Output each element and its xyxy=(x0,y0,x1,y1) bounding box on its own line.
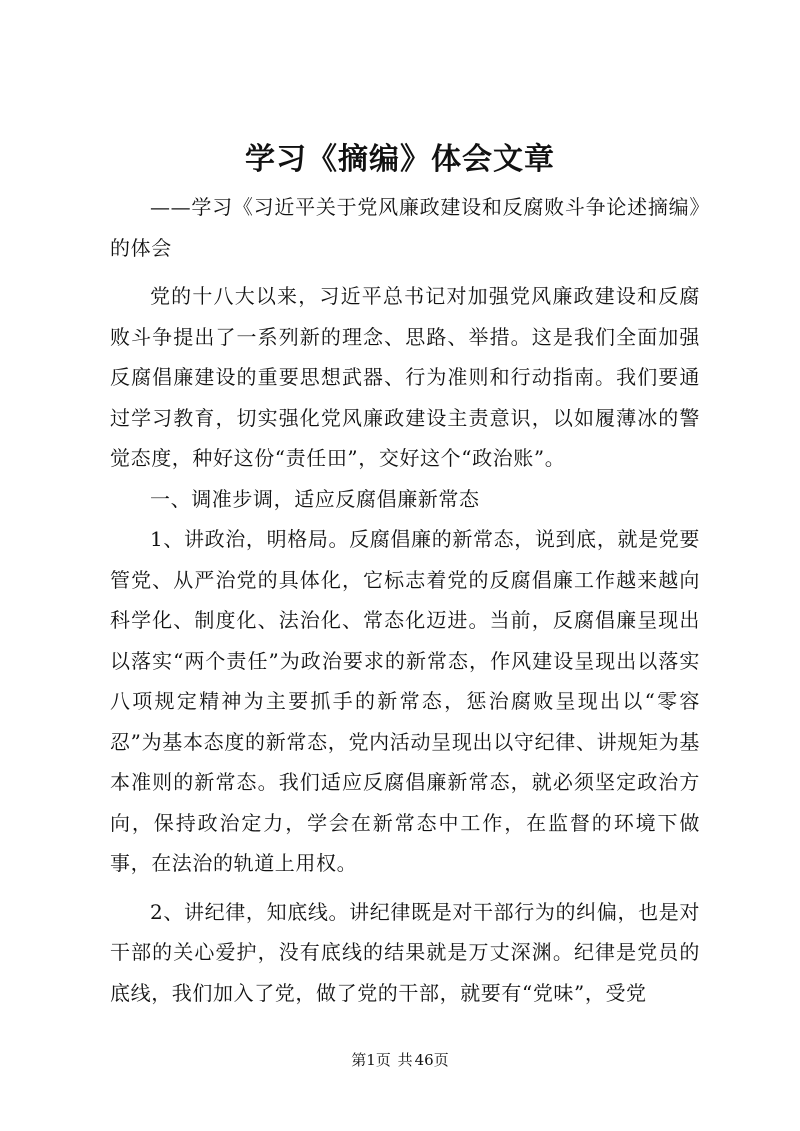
total-page-count: 46 xyxy=(414,1051,434,1069)
paragraph-point-2: 2、讲纪律，知底线。讲纪律既是对干部行为的纠偏，也是对干部的关心爱护，没有底线的结果就是万丈深渊。纪律是党员的底线，我们加入了党，做了党的干部，就要有“党味”，受党 xyxy=(110,899,700,1005)
document-body xyxy=(110,187,700,1013)
page-footer xyxy=(0,1050,800,1070)
document-title: 学习《摘编》体会文章 xyxy=(245,142,555,177)
current-page-number: 1 xyxy=(366,1051,376,1069)
total-label-prefix: 共 xyxy=(397,1051,413,1069)
paragraph-intro: 党的十八大以来，习近平总书记对加强党风廉政建设和反腐败斗争提出了一系列新的理念、思路、举措。这是我们全面加强反腐倡廉建设的重要思想武器、行为准则和行动指南。我们要通过学习教育，切实强化党风廉政建设主责意识，以如履薄冰的警觉态度，种好这份“责任田”，交好这个“政治账”。 xyxy=(110,284,700,470)
paragraph-point-1: 1、讲政治，明格局。反腐倡廉的新常态，说到底，就是党要管党、从严治党的具体化，它标志着党的反腐倡廉工作越来越向科学化、制度化、法治化、常态化迈进。当前，反腐倡廉呈现出以落实“两个责任”为政治要求的新常态，作风建设呈现出以落实八项规定精神为主要抓手的新常态，惩治腐败呈现出以“零容忍”为基本态度的新常态，党内活动呈现出以守纪律、讲规矩为基本准则的新常态。我们适应反腐倡廉新常态，就必须坚定政治方向，保持政治定力，学会在新常态中工作，在监督的环境下做事，在法治的轨道上用权。 xyxy=(110,527,700,875)
page-label-prefix: 第 xyxy=(351,1051,367,1069)
subtitle: ——学习《习近平关于党风廉政建设和反腐败斗争论述摘编》的体会 xyxy=(110,195,700,260)
section-heading-1: 一、调准步调，适应反腐倡廉新常态 xyxy=(150,486,480,511)
total-label-suffix: 页 xyxy=(433,1051,449,1069)
page-label-mid: 页 xyxy=(375,1051,391,1069)
